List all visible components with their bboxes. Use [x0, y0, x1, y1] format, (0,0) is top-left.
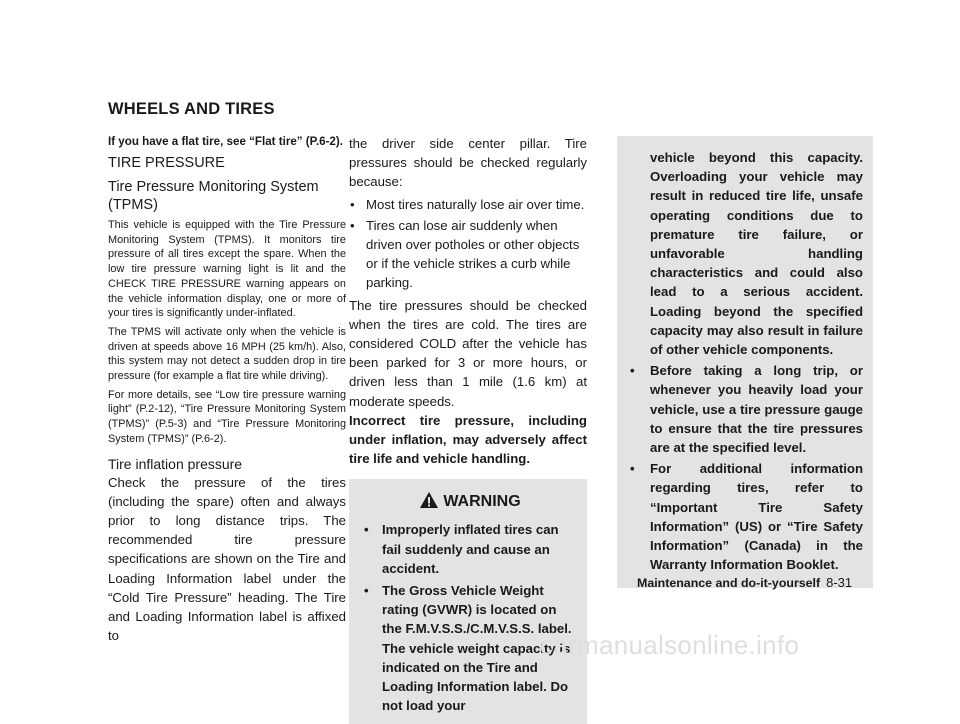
- heading-tire-inflation-pressure: Tire inflation pressure: [108, 455, 243, 472]
- warning-triangle-icon: [419, 493, 443, 510]
- warning-continuation: vehicle beyond this capacity. Overloading your vehicle may result in reduced tire life, unsafe operating conditions due to premature tire failure, or unfavorable handling characteristics and could also lead to a serious accident. Loading beyond the specified capacity may also result in failure of other vehicle components.: [650, 150, 863, 358]
- pillar-paragraph: the driver side center pillar. Tire pressures should be checked regularly because:: [349, 136, 587, 190]
- watermark: carmanualsonline.info: [540, 630, 800, 660]
- list-item: • Before taking a long trip, or whenever you heavily load your vehicle, use a tire pressure gauge to ensure that the tire pressures are at the specified level.: [629, 361, 863, 457]
- inflation-paragraph: Check the pressure of the tires (including the spare) often and always prior to long distance trips. The recommended tire pressure specifications are shown on the Tire and Loading Information label under the “Cold Tire Pressure” heading. The Tire and Loading Information label is affixed to: [108, 474, 346, 644]
- page-footer: [637, 575, 852, 590]
- page-number: 8-31: [826, 575, 853, 590]
- warning-header: [363, 487, 577, 517]
- cold-tires-paragraph: The tire pressures should be checked when the tires are cold. The tires are considered COLD after the vehicle has been parked for 3 or more hours, or driven less than 1 mile (1.6 km) at moderate speeds.: [349, 297, 587, 409]
- warning-list: [363, 520, 577, 715]
- list-item: • For additional information regarding tires, refer to “Important Tire Safety Information” (US) or “Tire Safety Information” (Canada) in the Warranty Information Booklet.: [629, 459, 863, 574]
- reasons-list: [349, 195, 587, 293]
- warning-title: WARNING: [443, 493, 521, 511]
- heading-tpms: Tire Pressure Monitoring System (TPMS): [108, 179, 319, 213]
- tpms-paragraph-3: For more details, see “Low tire pressure warning light” (P.2-12), “Tire Pressure Monitoring System (TPMS)” (P.5-3) and “Tire Pressure Monitoring System (TPMS)” (P.6-2).: [108, 388, 346, 445]
- list-item: • Tires can lose air suddenly when driven over potholes or other objects or if the vehicle strikes a curb while parking.: [349, 216, 587, 293]
- tpms-paragraph-1: This vehicle is equipped with the Tire Pressure Monitoring System (TPMS). It monitors tire pressure of all tires except the spare. When the low tire pressure warning light is lit and the CHECK TIRE PRESSURE warning appears on the vehicle information display, one or more of your tires is significantly under-inflated.: [108, 219, 346, 320]
- list-item: • Improperly inflated tires can fail suddenly and cause an accident.: [363, 520, 577, 578]
- incorrect-pressure-paragraph: Incorrect tire pressure, including under inflation, may adversely affect tire life and vehicle handling.: [349, 412, 587, 467]
- warning-box: [349, 479, 587, 724]
- section-title: WHEELS AND TIRES: [108, 100, 275, 118]
- column-1: [108, 134, 346, 645]
- list-item: • Most tires naturally lose air over time.: [349, 195, 587, 214]
- list-item: • The Gross Vehicle Weight rating (GVWR) is located on the F.M.V.S.S./C.M.V.S.S. label. The vehicle weight capacity is indicated on the Tire and Loading Information label. Do not load your: [363, 581, 577, 715]
- heading-tire-pressure: TIRE PRESSURE: [108, 155, 225, 171]
- warning-list-continued: [629, 361, 863, 574]
- footer-section-label: Maintenance and do-it-yourself: [637, 576, 821, 590]
- warning-continuation-box: [617, 136, 873, 588]
- tpms-paragraph-2: The TPMS will activate only when the vehicle is driven at speeds above 16 MPH (25 km/h). Also, this system may not detect a sudden drop in tire pressure (for example a flat tire while driving).: [108, 325, 346, 383]
- flat-tire-reference: If you have a flat tire, see “Flat tire” (P.6-2).: [108, 135, 343, 148]
